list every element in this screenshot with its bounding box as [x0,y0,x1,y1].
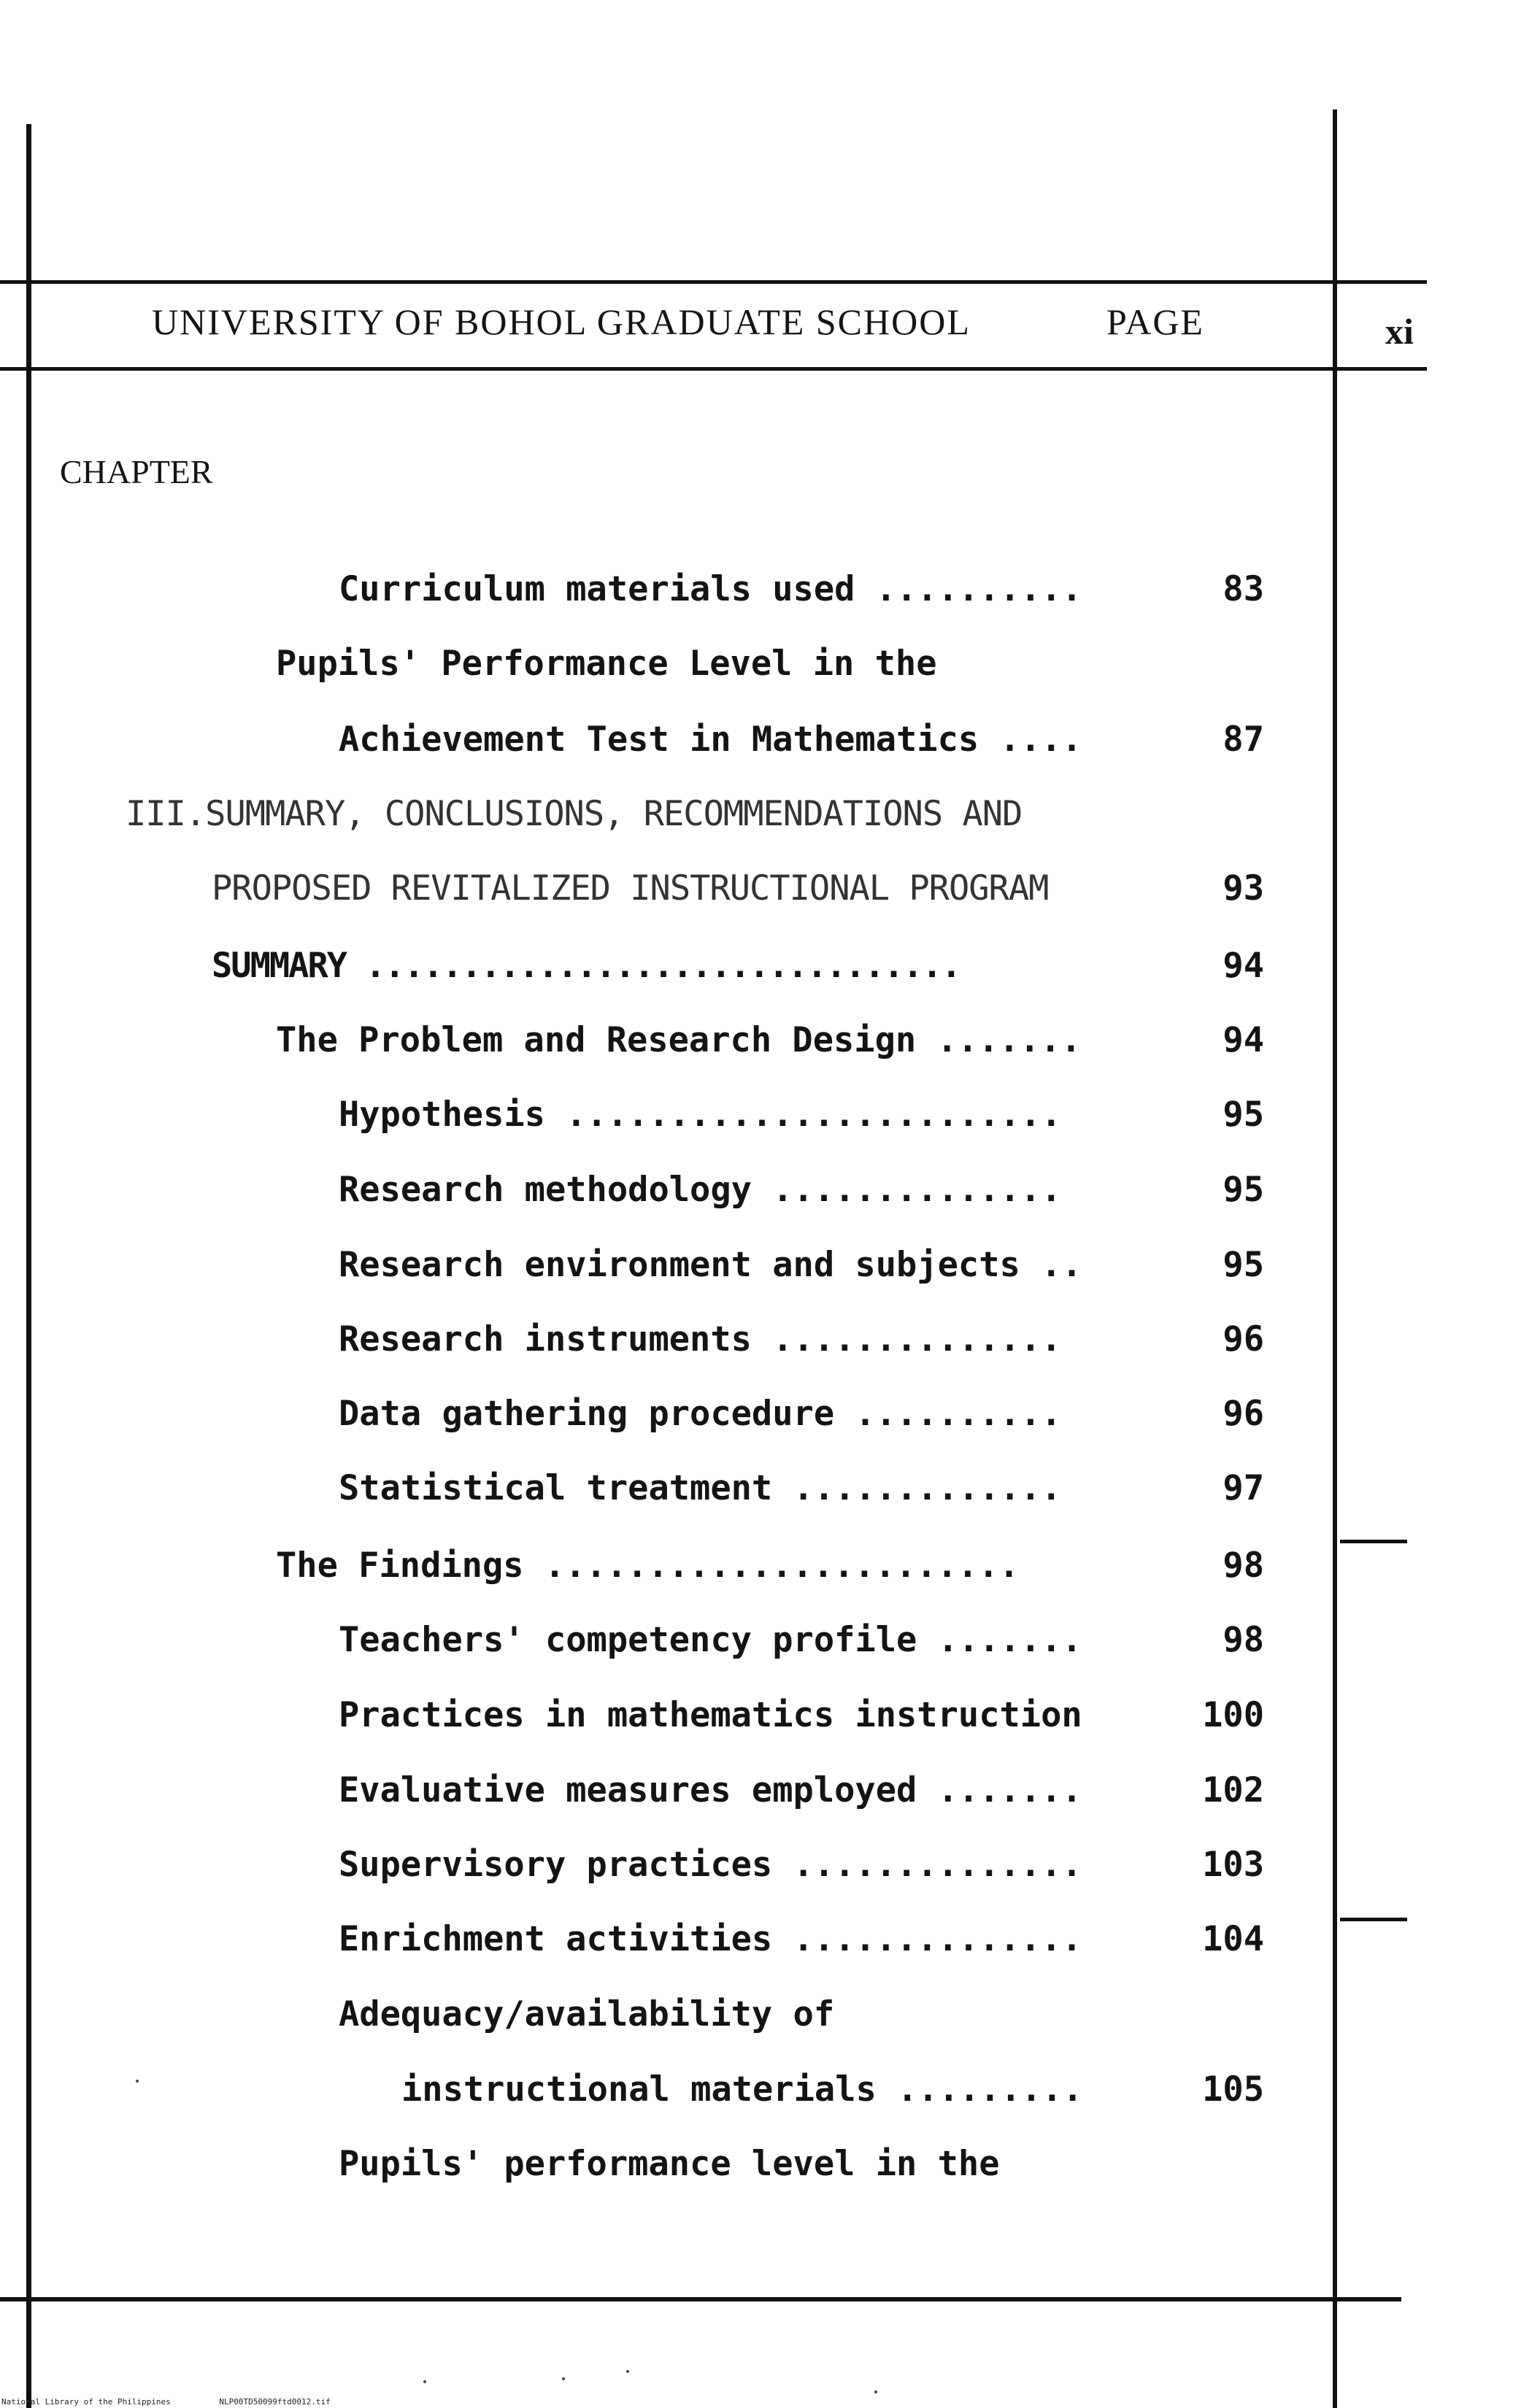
toc-page: 105 [1202,2069,1264,2110]
toc-page: 96 [1223,1319,1264,1359]
header-bottom-rule [0,367,1427,371]
toc-entry: Hypothesis ........................ [339,1095,1062,1135]
toc-page: 95 [1223,1170,1264,1210]
toc-entry: Data gathering procedure .......... [339,1394,1062,1434]
toc-entry: Supervisory practices .............. [339,1845,1082,1885]
toc-entry: Curriculum materials used .......... [339,569,1082,609]
toc-entry: Enrichment activities .............. [339,1919,1082,1959]
toc-page: 83 [1223,569,1264,609]
scan-speck [874,2390,877,2393]
scan-footer [1,2397,374,2407]
margin-tick [1340,1918,1407,1921]
toc-entry: Research instruments .............. [339,1319,1062,1359]
scan-speck [136,2080,139,2083]
toc-entry: instructional materials ......... [401,2069,1083,2110]
left-border-line [26,124,31,2408]
toc-entry: SUMMARY ............................... [212,946,960,986]
toc-entry: Research environment and subjects .. [339,1245,1082,1285]
toc-entry: Adequacy/availability of [339,1994,835,2034]
toc-entry: Pupils' Performance Level in the [276,644,937,684]
scan-speck [423,2380,426,2383]
toc-page: 95 [1223,1245,1264,1285]
right-border-line [1333,109,1337,2408]
toc-page: 104 [1202,1919,1264,1959]
scan-speck [562,2377,565,2380]
toc-entry: Evaluative measures employed ....... [339,1770,1082,1810]
toc-page: 95 [1223,1095,1264,1135]
chapter-column-label: CHAPTER [60,453,213,490]
toc-page: 102 [1202,1770,1264,1810]
toc-page: 94 [1223,1020,1264,1060]
toc-page: 103 [1202,1845,1264,1885]
header-top-rule [0,280,1427,284]
toc-page: 100 [1202,1695,1264,1735]
library-credit: National Library of the Philippines [1,2397,171,2407]
toc-entry: Achievement Test in Mathematics .... [339,719,1082,760]
toc-page: 87 [1223,719,1264,760]
toc-entry: Teachers' competency profile ....... [339,1620,1082,1660]
toc-entry: The Findings ....................... [276,1545,1020,1586]
toc-chapter-heading: PROPOSED REVITALIZED INSTRUCTIONAL PROGRAM [212,868,1049,908]
roman-page-number: xi [1385,311,1414,352]
toc-entry: Pupils' performance level in the [339,2144,1000,2184]
footer-rule [0,2297,1401,2301]
file-name: NLP00TD50099ftd0012.tif [219,2397,331,2407]
scan-speck [626,2370,629,2373]
toc-page: 94 [1223,946,1264,986]
toc-page: 98 [1223,1545,1264,1586]
toc-page: 97 [1223,1468,1264,1508]
toc-entry: Research methodology .............. [339,1170,1062,1210]
toc-chapter-heading: III.SUMMARY, CONCLUSIONS, RECOMMENDATIONS AND [126,794,1023,834]
toc-page: 98 [1223,1620,1264,1660]
margin-tick [1340,1540,1407,1543]
toc-page: 93 [1223,868,1264,908]
toc-entry: The Problem and Research Design ....... [276,1020,1082,1060]
toc-page: 96 [1223,1394,1264,1434]
school-name: UNIVERSITY OF BOHOL GRADUATE SCHOOL [152,301,971,342]
toc-entry: Statistical treatment ............. [339,1468,1062,1508]
toc-entry: Practices in mathematics instruction [339,1695,1082,1735]
page-column-label: PAGE [1106,301,1204,342]
